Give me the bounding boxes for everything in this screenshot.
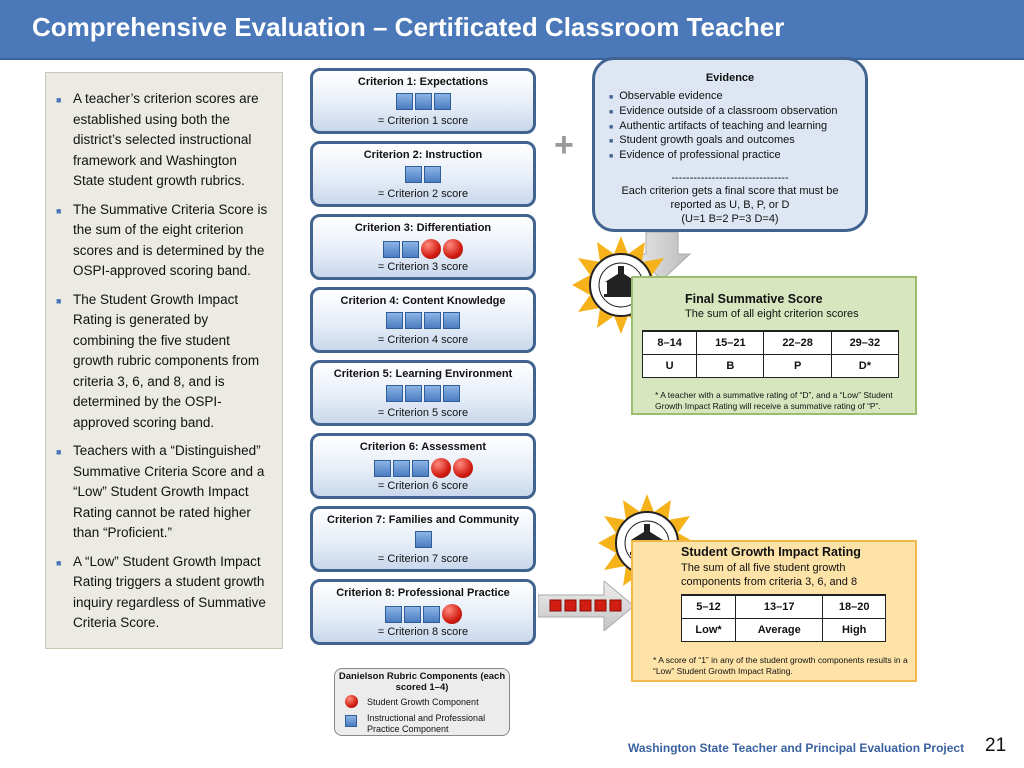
- square-bullet-icon: ■: [609, 138, 614, 146]
- score-range-cell: 8–14: [643, 331, 697, 355]
- criterion-card-3: [310, 214, 536, 280]
- growth-component-circle-icon: [421, 239, 441, 259]
- growth-component-circle-icon: [431, 458, 451, 478]
- practice-component-square-icon: [402, 241, 419, 258]
- explanation-panel: [45, 72, 283, 649]
- criterion-card-6: [310, 433, 536, 499]
- criterion-card-1: [310, 68, 536, 134]
- table-row: [643, 355, 899, 378]
- evidence-list: [609, 90, 838, 164]
- score-range-cell: 29–32: [831, 331, 898, 355]
- practice-component-square-icon: [434, 93, 451, 110]
- rating-cell: D*: [831, 355, 898, 378]
- practice-component-square-icon: [443, 385, 460, 402]
- legend-item-growth: Student Growth Component: [345, 697, 505, 711]
- explanation-bullet: ■ A teacher’s criterion scores are established using both the district’s selected instructional framework and Washington State student growth rubrics.: [56, 91, 259, 188]
- final-summative-footnote: * A teacher with a summative rating of “D”, and a “Low” Student Growth Impact Rating will receive a summative rating of “P”.: [655, 390, 893, 411]
- legend-item-practice: Instructional and Professional Practice Component: [345, 713, 505, 735]
- criterion-score-label: = Criterion 7 score: [377, 553, 469, 565]
- growth-component-circle-icon: [443, 239, 463, 259]
- growth-scoring-table: [681, 594, 886, 642]
- practice-component-square-icon: [396, 93, 413, 110]
- criterion-name: Criterion 2: Instruction: [363, 149, 483, 161]
- component-icons: [313, 166, 533, 186]
- criterion-card-5: [310, 360, 536, 426]
- square-bullet-icon: ■: [56, 295, 62, 306]
- slide-header: [0, 0, 1024, 60]
- square-bullet-icon: ■: [609, 123, 614, 131]
- practice-component-square-icon: [443, 312, 460, 329]
- evidence-item: ■ Evidence of professional practice: [609, 149, 781, 162]
- growth-component-circle-icon: [442, 604, 462, 624]
- red-circle-icon: [345, 695, 358, 708]
- practice-component-square-icon: [393, 460, 410, 477]
- practice-component-square-icon: [404, 606, 421, 623]
- growth-rating-box: [631, 540, 917, 682]
- practice-component-square-icon: [383, 241, 400, 258]
- rating-cell: B: [697, 355, 764, 378]
- criterion-name: Criterion 3: Differentiation: [354, 222, 492, 234]
- component-icons: [313, 239, 533, 259]
- growth-component-markers: [550, 600, 621, 611]
- criterion-score-label: = Criterion 8 score: [377, 626, 469, 638]
- rating-cell: High: [823, 619, 886, 642]
- criterion-name: Criterion 4: Content Knowledge: [340, 295, 506, 307]
- growth-rating-subtitle: The sum of all five student growth components from criteria 3, 6, and 8: [681, 562, 858, 588]
- score-range-cell: 13–17: [736, 595, 823, 619]
- evidence-item: ■ Student growth goals and outcomes: [609, 134, 795, 147]
- criterion-score-label: = Criterion 6 score: [377, 480, 469, 492]
- criterion-score-label: = Criterion 5 score: [377, 407, 469, 419]
- practice-component-square-icon: [405, 385, 422, 402]
- evidence-item: ■ Observable evidence: [609, 90, 723, 102]
- final-summative-box: [631, 276, 917, 415]
- growth-component-icon: [580, 600, 591, 611]
- rating-cell: P: [764, 355, 831, 378]
- practice-component-square-icon: [423, 606, 440, 623]
- square-bullet-icon: ■: [56, 205, 62, 216]
- explanation-bullet: ■ A “Low” Student Growth Impact Rating triggers a student growth inquiry regardless of Summative Criteria Score.: [56, 553, 266, 630]
- practice-component-square-icon: [405, 166, 422, 183]
- criterion-name: Criterion 6: Assessment: [359, 441, 487, 453]
- score-range-cell: 5–12: [682, 595, 736, 619]
- growth-rating-title: Student Growth Impact Rating: [681, 545, 861, 559]
- component-icons: [313, 312, 533, 332]
- score-range-cell: 18–20: [823, 595, 886, 619]
- criterion-card-7: [310, 506, 536, 572]
- component-icons: [313, 531, 533, 551]
- criterion-score-label: = Criterion 3 score: [377, 261, 469, 273]
- plus-icon: +: [554, 126, 574, 164]
- practice-component-square-icon: [405, 312, 422, 329]
- criterion-name: Criterion 5: Learning Environment: [333, 368, 513, 380]
- square-bullet-icon: ■: [56, 95, 62, 105]
- page-number: 21: [985, 735, 1007, 756]
- practice-component-square-icon: [374, 460, 391, 477]
- practice-component-square-icon: [424, 166, 441, 183]
- practice-component-square-icon: [415, 531, 432, 548]
- practice-component-square-icon: [415, 93, 432, 110]
- component-icons: [313, 385, 533, 405]
- criterion-score-label: = Criterion 4 score: [377, 334, 469, 346]
- score-range-cell: 22–28: [764, 331, 831, 355]
- evidence-divider: --------------------------------: [671, 172, 789, 184]
- explanation-list: [56, 89, 272, 634]
- explanation-bullet: ■ The Student Growth Impact Rating is generated by combining the five student growth rubric components from criteria 3, 6, and 8, and is determined by the OSPI-approved scoring band.: [56, 291, 260, 430]
- evidence-item: ■ Authentic artifacts of teaching and learning: [609, 119, 828, 132]
- square-bullet-icon: ■: [56, 557, 62, 568]
- explanation-bullet: ■ The Summative Criteria Score is the sum of the eight criterion scores and is determined by the OSPI-approved scoring band.: [56, 201, 268, 278]
- criterion-card-4: [310, 287, 536, 353]
- criterion-name: Criterion 8: Professional Practice: [336, 587, 510, 599]
- square-bullet-icon: ■: [56, 447, 62, 457]
- rating-cell: Low*: [682, 619, 736, 642]
- growth-component-icon: [595, 600, 606, 611]
- table-row: [643, 331, 899, 355]
- practice-component-square-icon: [386, 312, 403, 329]
- component-icons: [313, 458, 533, 478]
- growth-component-icon: [610, 600, 621, 611]
- summative-scoring-table: [642, 330, 899, 378]
- square-bullet-icon: ■: [609, 153, 614, 161]
- explanation-bullet: ■ Teachers with a “Distinguished” Summative Criteria Score and a “Low” Student Growth Impact Rating cannot be rated higher than “Proficient.”: [56, 443, 265, 540]
- table-row: [682, 595, 886, 619]
- criterion-name: Criterion 7: Families and Community: [327, 514, 519, 526]
- components-legend: [334, 668, 510, 736]
- criterion-card-2: [310, 141, 536, 207]
- final-summative-subtitle: The sum of all eight criterion scores: [685, 308, 859, 320]
- evidence-box: [592, 57, 868, 232]
- growth-rating-footnote: * A score of “1” in any of the student growth components results in a “Low” Student Growth Impact Rating.: [653, 655, 908, 676]
- practice-component-square-icon: [424, 385, 441, 402]
- table-row: [682, 619, 886, 642]
- evidence-title: Evidence: [705, 72, 755, 84]
- blue-square-icon: [345, 715, 357, 727]
- square-bullet-icon: ■: [609, 94, 614, 101]
- growth-component-circle-icon: [453, 458, 473, 478]
- criterion-score-label: = Criterion 2 score: [377, 188, 469, 200]
- legend-title: Danielson Rubric Components (each scored 1–4): [338, 671, 506, 693]
- practice-component-square-icon: [386, 385, 403, 402]
- rating-cell: Average: [736, 619, 823, 642]
- slide-title: Comprehensive Evaluation – Certificated Classroom Teacher: [32, 12, 785, 42]
- growth-component-icon: [565, 600, 576, 611]
- practice-component-square-icon: [385, 606, 402, 623]
- rating-cell: U: [643, 355, 697, 378]
- criterion-score-label: = Criterion 1 score: [377, 115, 469, 127]
- criterion-name: Criterion 1: Expectations: [357, 76, 489, 88]
- component-icons: [313, 604, 533, 624]
- evidence-item: ■ Evidence outside of a classroom observation: [609, 104, 838, 117]
- practice-component-square-icon: [424, 312, 441, 329]
- square-bullet-icon: ■: [609, 108, 614, 116]
- footer-project-name: Washington State Teacher and Principal Evaluation Project: [628, 741, 965, 755]
- practice-component-square-icon: [412, 460, 429, 477]
- component-icons: [313, 93, 533, 113]
- evidence-note: Each criterion gets a final score that must be reported as U, B, P, or D: [621, 185, 839, 211]
- final-summative-title: Final Summative Score: [685, 292, 823, 306]
- score-range-cell: 15–21: [697, 331, 764, 355]
- evidence-scale: (U=1 B=2 P=3 D=4): [681, 213, 779, 225]
- criterion-card-8: [310, 579, 536, 645]
- growth-component-icon: [550, 600, 561, 611]
